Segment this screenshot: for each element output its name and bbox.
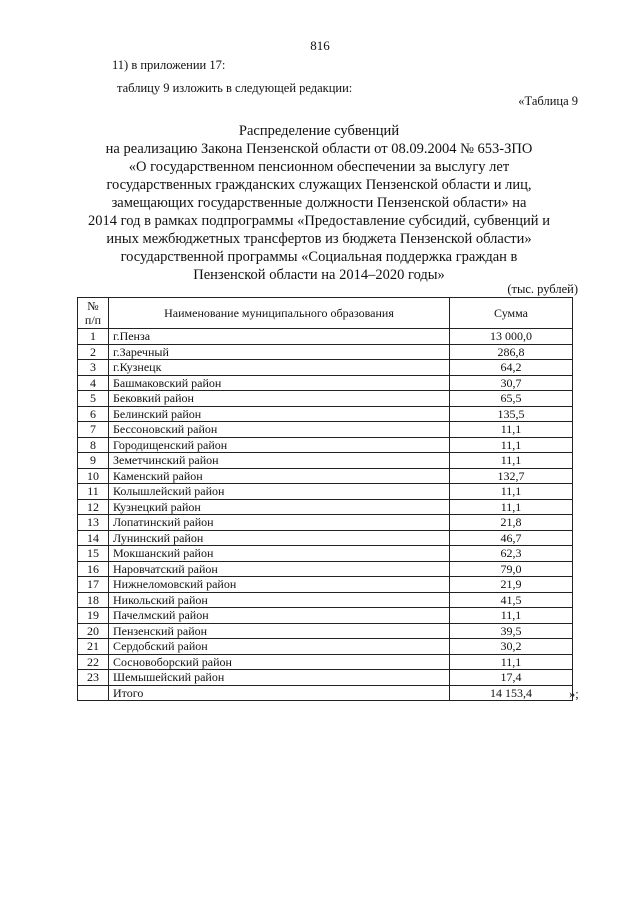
table-row [78,437,573,453]
row-name: Земетчинский район [109,453,450,469]
row-sum: 132,7 [450,468,573,484]
row-name: Башмаковский район [109,375,450,391]
title-line: замещающих государственные должности Пензенской области» на [111,195,527,211]
title-line: 2014 год в рамках подпрограммы «Предоставление субсидий, субвенций и [88,213,550,229]
row-name: Сосновоборский район [109,654,450,670]
row-num: 19 [78,608,109,624]
row-name: Шемышейский район [109,670,450,686]
row-name: Городищенский район [109,437,450,453]
row-num: 7 [78,422,109,438]
row-num: 4 [78,375,109,391]
row-sum: 11,1 [450,608,573,624]
row-name: Мокшанский район [109,546,450,562]
row-num: 21 [78,639,109,655]
row-num: 10 [78,468,109,484]
row-name: г.Заречный [109,344,450,360]
row-num: 23 [78,670,109,686]
table-row [78,468,573,484]
table-row [78,453,573,469]
header-num-line1: № [87,299,99,313]
row-sum: 11,1 [450,499,573,515]
table-row [78,344,573,360]
total-label: Итого [109,685,450,701]
table-row [78,375,573,391]
row-name: Бессоновский район [109,422,450,438]
row-num: 12 [78,499,109,515]
table-row [78,360,573,376]
table-row [78,484,573,500]
row-name: Пачелмский район [109,608,450,624]
row-name: Сердобский район [109,639,450,655]
table-header-row [78,298,573,329]
subvention-table [77,297,573,701]
table-row [78,577,573,593]
page-number: 816 [310,38,330,53]
row-sum: 65,5 [450,391,573,407]
row-sum: 21,8 [450,515,573,531]
row-num: 9 [78,453,109,469]
closing-mark: »; [569,687,579,701]
row-num: 16 [78,561,109,577]
title-line: Пензенской области на 2014–2020 годы» [193,267,445,283]
table-row [78,329,573,345]
row-sum: 11,1 [450,437,573,453]
row-sum: 30,7 [450,375,573,391]
row-sum: 17,4 [450,670,573,686]
row-name: Лунинский район [109,530,450,546]
table-body [78,329,573,701]
title-line: на реализацию Закона Пензенской области от 08.09.2004 № 653-ЗПО [105,141,533,157]
table-caption: «Таблица 9 [518,94,578,108]
table-row [78,561,573,577]
header-num-line2: п/п [84,313,102,327]
table-row [78,422,573,438]
row-sum: 62,3 [450,546,573,562]
title-line: государственных гражданских служащих Пензенской области и лиц, [106,177,532,193]
row-num: 22 [78,654,109,670]
table-row [78,654,573,670]
row-sum: 64,2 [450,360,573,376]
row-name: г.Кузнецк [109,360,450,376]
row-num: 14 [78,530,109,546]
row-num: 17 [78,577,109,593]
row-name: Никольский район [109,592,450,608]
table-total-row [78,685,573,701]
row-num: 15 [78,546,109,562]
row-name: Пензенский район [109,623,450,639]
row-sum: 11,1 [450,422,573,438]
row-name: Лопатинский район [109,515,450,531]
document-title [62,122,576,284]
row-sum: 30,2 [450,639,573,655]
table-row [78,391,573,407]
row-name: Каменский район [109,468,450,484]
row-name: Нижнеломовский район [109,577,450,593]
table-row [78,670,573,686]
title-line: государственной программы «Социальная поддержка граждан в [120,249,518,265]
table-row [78,515,573,531]
unit-note: (тыс. рублей) [507,282,578,296]
row-num: 2 [78,344,109,360]
row-sum: 135,5 [450,406,573,422]
instruction-line: таблицу 9 изложить в следующей редакции: [117,81,353,95]
row-name: Наровчатский район [109,561,450,577]
row-num: 5 [78,391,109,407]
item-line: 11) в приложении 17: [112,58,226,72]
row-num: 11 [78,484,109,500]
table-row [78,592,573,608]
row-num: 18 [78,592,109,608]
row-name: Бековкий район [109,391,450,407]
title-line: «О государственном пенсионном обеспечении за выслугу лет [128,159,510,175]
table-row [78,530,573,546]
title-line: иных межбюджетных трансфертов из бюджета Пензенской области» [106,231,532,247]
row-sum: 79,0 [450,561,573,577]
row-name: Белинский район [109,406,450,422]
table-row [78,499,573,515]
title-line: Распределение субвенций [238,123,400,139]
row-sum: 11,1 [450,453,573,469]
row-sum: 11,1 [450,654,573,670]
row-num: 20 [78,623,109,639]
table-row [78,639,573,655]
row-name: г.Пенза [109,329,450,345]
row-num: 6 [78,406,109,422]
header-num [78,298,109,329]
total-num [78,685,109,701]
row-num: 3 [78,360,109,376]
table-row [78,406,573,422]
row-name: Колышлейский район [109,484,450,500]
row-sum: 39,5 [450,623,573,639]
header-name: Наименование муниципального образования [109,298,450,329]
row-num: 1 [78,329,109,345]
table-row [78,608,573,624]
row-num: 8 [78,437,109,453]
row-sum: 21,9 [450,577,573,593]
table-row [78,623,573,639]
header-sum: Сумма [450,298,573,329]
row-name: Кузнецкий район [109,499,450,515]
row-sum: 41,5 [450,592,573,608]
row-sum: 13 000,0 [450,329,573,345]
table-row [78,546,573,562]
total-sum: 14 153,4 [450,685,573,701]
row-num: 13 [78,515,109,531]
row-sum: 11,1 [450,484,573,500]
row-sum: 46,7 [450,530,573,546]
row-sum: 286,8 [450,344,573,360]
